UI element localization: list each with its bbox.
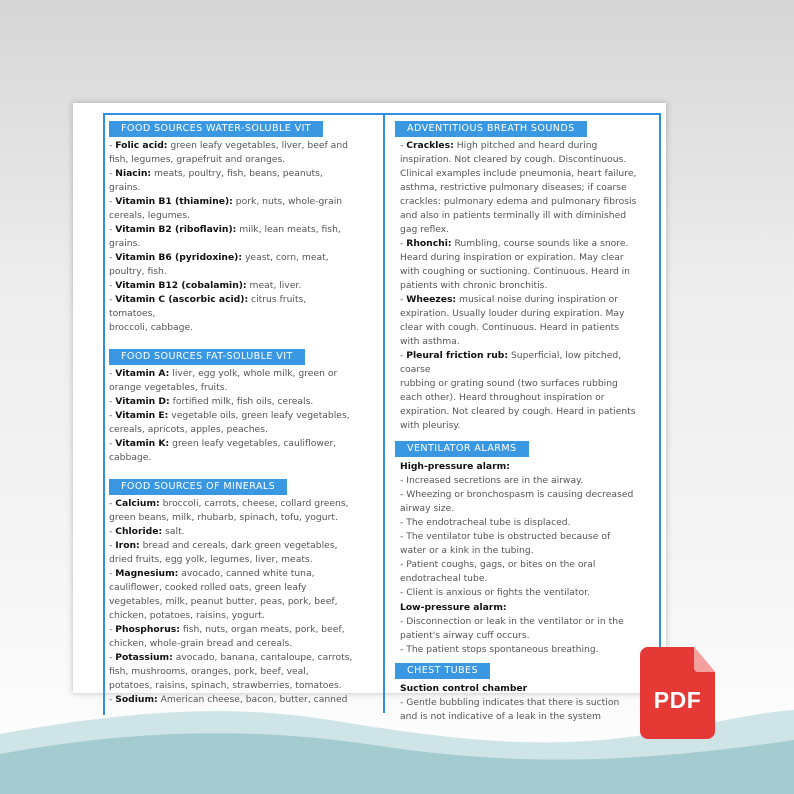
item-term: Pleural friction rub: (406, 350, 509, 361)
list-item: - Calcium: broccoli, carrots, cheese, collard greens, green beans, milk, rhubarb, spinach, tofu, yogurt. (109, 498, 349, 523)
item-text: cabbage. (109, 452, 152, 463)
item-text: broccoli, carrots, cheese, collard greens, (162, 498, 349, 509)
item-text: American cheese, bacon, butter, canned (160, 694, 348, 705)
item-text: patients with chronic bronchitis. (400, 280, 548, 291)
item-text: avocado, banana, cantaloupe, carrots, (175, 652, 353, 663)
item-term: Iron: (115, 540, 140, 551)
item-text: grains. (109, 238, 141, 249)
item-text: with asthma. (400, 336, 460, 347)
item-term: Vitamin E: (115, 410, 169, 421)
low-pressure-title: Low-pressure alarm: (400, 602, 507, 613)
item-list (400, 139, 650, 433)
text-line: - Disconnection or leak in the ventilator or in the (400, 616, 624, 627)
item-term: Potassium: (115, 652, 173, 663)
section-minerals (109, 479, 355, 707)
list-item: - Crackles: High pitched and heard during inspiration. Not cleared by cough. Discontinuous. Clinical examples include pneumonia, heart failure, asthma, restrictive pulmonary diseases; if coarse crackles: pulmonary edema and pulmonary fibrosis and also in patients terminally ill with diminished gag reflex. (400, 140, 637, 235)
item-text: green leafy vegetables, cauliflower, (172, 438, 337, 449)
item-text: yeast, corn, meat, (244, 252, 329, 263)
list-item: - Wheezes: musical noise during inspiration or expiration. Usually louder during expiration. May clear with cough. Continuous. Heard in patients with asthma. (400, 294, 625, 347)
list-item: - Vitamin E: vegetable oils, green leafy vegetables, cereals, apricots, apples, peaches. (109, 410, 350, 435)
item-term: Vitamin B1 (thiamine): (115, 196, 233, 207)
item-list (109, 367, 355, 465)
item-text: grains. (109, 182, 141, 193)
list-item: - Vitamin C (ascorbic acid): citrus fruits, tomatoes, broccoli, cabbage. (109, 294, 307, 333)
item-term: Chloride: (115, 526, 163, 537)
item-term: Vitamin K: (115, 438, 170, 449)
list-item: - Rhonchi: Rumbling, course sounds like a snore. Heard during inspiration or expiration. May clear with coughing or suctioning. Continuous. Heard in patients with chronic bronchitis. (400, 238, 630, 291)
high-pressure-lines (400, 474, 650, 600)
section-header: FOOD SOURCES WATER-SOLUBLE VIT (109, 121, 323, 137)
item-term: Wheezes: (406, 294, 457, 305)
list-item: - Vitamin B2 (riboflavin): milk, lean meats, fish, grains. (109, 224, 341, 249)
item-text: cauliflower, cooked rolled oats, green leafy (109, 582, 307, 593)
item-text: and also in patients terminally ill with diminished (400, 210, 627, 221)
item-text: Superficial, low pitched, coarse (400, 350, 622, 375)
text-line: water or a kink in the tubing. (400, 545, 534, 556)
section-breath-sounds (400, 121, 650, 433)
list-item: - Vitamin B6 (pyridoxine): yeast, corn, meat, poultry, fish. (109, 252, 329, 277)
item-list (109, 139, 355, 335)
list-item: - Magnesium: avocado, canned white tuna, cauliflower, cooked rolled oats, green leafy vegetables, milk, peanut butter, peas, pork, beef, chicken, potatoes, raisins, yogurt. (109, 568, 338, 621)
item-term: Crackles: (406, 140, 454, 151)
item-text: High pitched and heard during (456, 140, 598, 151)
high-pressure-title: High-pressure alarm: (400, 461, 510, 472)
item-text: asthma, restrictive pulmonary diseases; if coarse (400, 182, 627, 193)
list-item: - Vitamin D: fortified milk, fish oils, cereals. (109, 396, 314, 407)
item-text: meat, liver. (249, 280, 302, 291)
list-item: - Iron: bread and cereals, dark green vegetables, dried fruits, egg yolk, legumes, liver, meats. (109, 540, 338, 565)
list-item: - Potassium: avocado, banana, cantaloupe, carrots, fish, mushrooms, oranges, pork, beef, veal, potatoes, raisins, spinach, strawberries, tomatoes. (109, 652, 353, 691)
item-term: Vitamin C (ascorbic acid): (115, 294, 249, 305)
pdf-file-icon (640, 647, 715, 739)
section-header: ADVENTITIOUS BREATH SOUNDS (395, 121, 587, 137)
item-text: pork, nuts, whole-grain (235, 196, 343, 207)
section-header: FOOD SOURCES FAT-SOLUBLE VIT (109, 349, 305, 365)
item-text: cereals, legumes. (109, 210, 190, 221)
section-header: VENTILATOR ALARMS (395, 441, 529, 457)
list-item: - Folic acid: green leafy vegetables, liver, beef and fish, legumes, grapefruit and oranges. (109, 140, 348, 165)
pdf-label: PDF (653, 687, 702, 713)
document-page (73, 103, 666, 722)
text-line: - Client is anxious or fights the ventilator. (400, 587, 591, 598)
text-line: - Increased secretions are in the airway. (400, 475, 584, 486)
item-text: green leafy vegetables, liver, beef and (170, 140, 348, 151)
item-text: expiration. Usually louder during expiration. May (400, 308, 625, 319)
item-text: dried fruits, egg yolk, legumes, liver, meats. (109, 554, 313, 565)
item-text: milk, lean meats, fish, (239, 224, 341, 235)
list-item: - Vitamin K: green leafy vegetables, cauliflower, cabbage. (109, 438, 337, 463)
item-text: chicken, whole-grain bread and cereals. (109, 638, 293, 649)
item-text: fish, mushrooms, oranges, pork, beef, veal, (109, 666, 309, 677)
item-text: Heard during inspiration or expiration. May clear (400, 252, 624, 263)
item-text: potatoes, raisins, spinach, strawberries, tomatoes. (109, 680, 342, 691)
section-ventilator-alarms (400, 441, 650, 657)
text-line: - Gentle bubbling indicates that there is suction (400, 697, 620, 708)
text-line: - Wheezing or bronchospasm is causing decreased (400, 489, 634, 500)
item-text: fortified milk, fish oils, cereals. (172, 396, 314, 407)
text-line: and is not indicative of a leak in the system (400, 711, 601, 722)
item-text: liver, egg yolk, whole milk, green or (172, 368, 338, 379)
item-text: expiration. Not cleared by cough. Heard in patients (400, 406, 636, 417)
item-text: crackles: pulmonary edema and pulmonary fibrosis (400, 196, 637, 207)
item-term: Folic acid: (115, 140, 168, 151)
item-text: musical noise during inspiration or (459, 294, 619, 305)
item-text: fish, nuts, organ meats, pork, beef, (182, 624, 345, 635)
section-fat-soluble (109, 349, 355, 465)
text-line: endotracheal tube. (400, 573, 488, 584)
item-term: Vitamin A: (115, 368, 170, 379)
item-term: Magnesium: (115, 568, 179, 579)
text-line: - Patient coughs, gags, or bites on the oral (400, 559, 596, 570)
item-text: meats, poultry, fish, beans, peanuts, (154, 168, 323, 179)
section-water-soluble (109, 121, 355, 335)
low-pressure-lines (400, 615, 650, 657)
item-term: Vitamin B6 (pyridoxine): (115, 252, 243, 263)
item-term: Vitamin B12 (cobalamin): (115, 280, 247, 291)
item-text: inspiration. Not cleared by cough. Discontinuous. (400, 154, 627, 165)
item-text: gag reflex. (400, 224, 450, 235)
item-text: salt. (165, 526, 185, 537)
item-text: Clinical examples include pneumonia, heart failure, (400, 168, 637, 179)
left-column (109, 121, 355, 707)
right-column (400, 121, 650, 724)
item-term: Vitamin D: (115, 396, 170, 407)
section-header: FOOD SOURCES OF MINERALS (109, 479, 287, 495)
item-text: poultry, fish. (109, 266, 167, 277)
list-item: - Vitamin B1 (thiamine): pork, nuts, whole-grain cereals, legumes. (109, 196, 343, 221)
column-divider (383, 113, 385, 713)
item-text: bread and cereals, dark green vegetables, (142, 540, 338, 551)
item-term: Sodium: (115, 694, 158, 705)
item-text: broccoli, cabbage. (109, 322, 194, 333)
item-term: Phosphorus: (115, 624, 180, 635)
item-list (109, 497, 355, 707)
item-text: chicken, potatoes, raisins, yogurt. (109, 610, 265, 621)
item-text: with coughing or suctioning. Continuous. Heard in (400, 266, 630, 277)
item-text: avocado, canned white tuna, (181, 568, 315, 579)
item-term: Calcium: (115, 498, 160, 509)
item-text: cereals, apricots, apples, peaches. (109, 424, 268, 435)
section-header: CHEST TUBES (395, 663, 490, 679)
list-item: - Vitamin B12 (cobalamin): meat, liver. (109, 280, 302, 291)
suction-chamber-title: Suction control chamber (400, 683, 528, 694)
list-item: - Sodium: American cheese, bacon, butter, canned (109, 694, 348, 705)
item-text: with pleurisy. (400, 420, 461, 431)
item-term: Niacin: (115, 168, 152, 179)
item-text: orange vegetables, fruits. (109, 382, 228, 393)
item-text: rubbing or grating sound (two surfaces rubbing (400, 378, 618, 389)
item-text: citrus fruits, tomatoes, (109, 294, 307, 319)
item-text: clear with cough. Continuous. Heard in patients (400, 322, 620, 333)
list-item: - Phosphorus: fish, nuts, organ meats, pork, beef, chicken, whole-grain bread and cereals. (109, 624, 345, 649)
item-text: green beans, milk, rhubarb, spinach, tofu, yogurt. (109, 512, 338, 523)
text-line: patient's airway cuff occurs. (400, 630, 530, 641)
item-text: vegetable oils, green leafy vegetables, (171, 410, 350, 421)
item-term: Rhonchi: (406, 238, 452, 249)
item-term: Vitamin B2 (riboflavin): (115, 224, 237, 235)
text-line: - The endotracheal tube is displaced. (400, 517, 571, 528)
list-item: - Niacin: meats, poultry, fish, beans, peanuts, grains. (109, 168, 323, 193)
list-item: - Pleural friction rub: Superficial, low pitched, coarse rubbing or grating sound (two surfaces rubbing each other). Heard throughout inspiration or expiration. Not cleared by cough. Heard in patients with pleurisy. (400, 350, 636, 431)
item-text: fish, legumes, grapefruit and oranges. (109, 154, 286, 165)
text-line: - The ventilator tube is obstructed because of (400, 531, 611, 542)
item-text: vegetables, milk, peanut butter, peas, pork, beef, (109, 596, 338, 607)
item-text: each other). Heard throughout inspiration or (400, 392, 605, 403)
list-item: - Chloride: salt. (109, 526, 185, 537)
list-item: - Vitamin A: liver, egg yolk, whole milk, green or orange vegetables, fruits. (109, 368, 338, 393)
text-line: airway size. (400, 503, 455, 514)
item-text: Rumbling, course sounds like a snore. (454, 238, 629, 249)
text-line: - The patient stops spontaneous breathing. (400, 644, 599, 655)
